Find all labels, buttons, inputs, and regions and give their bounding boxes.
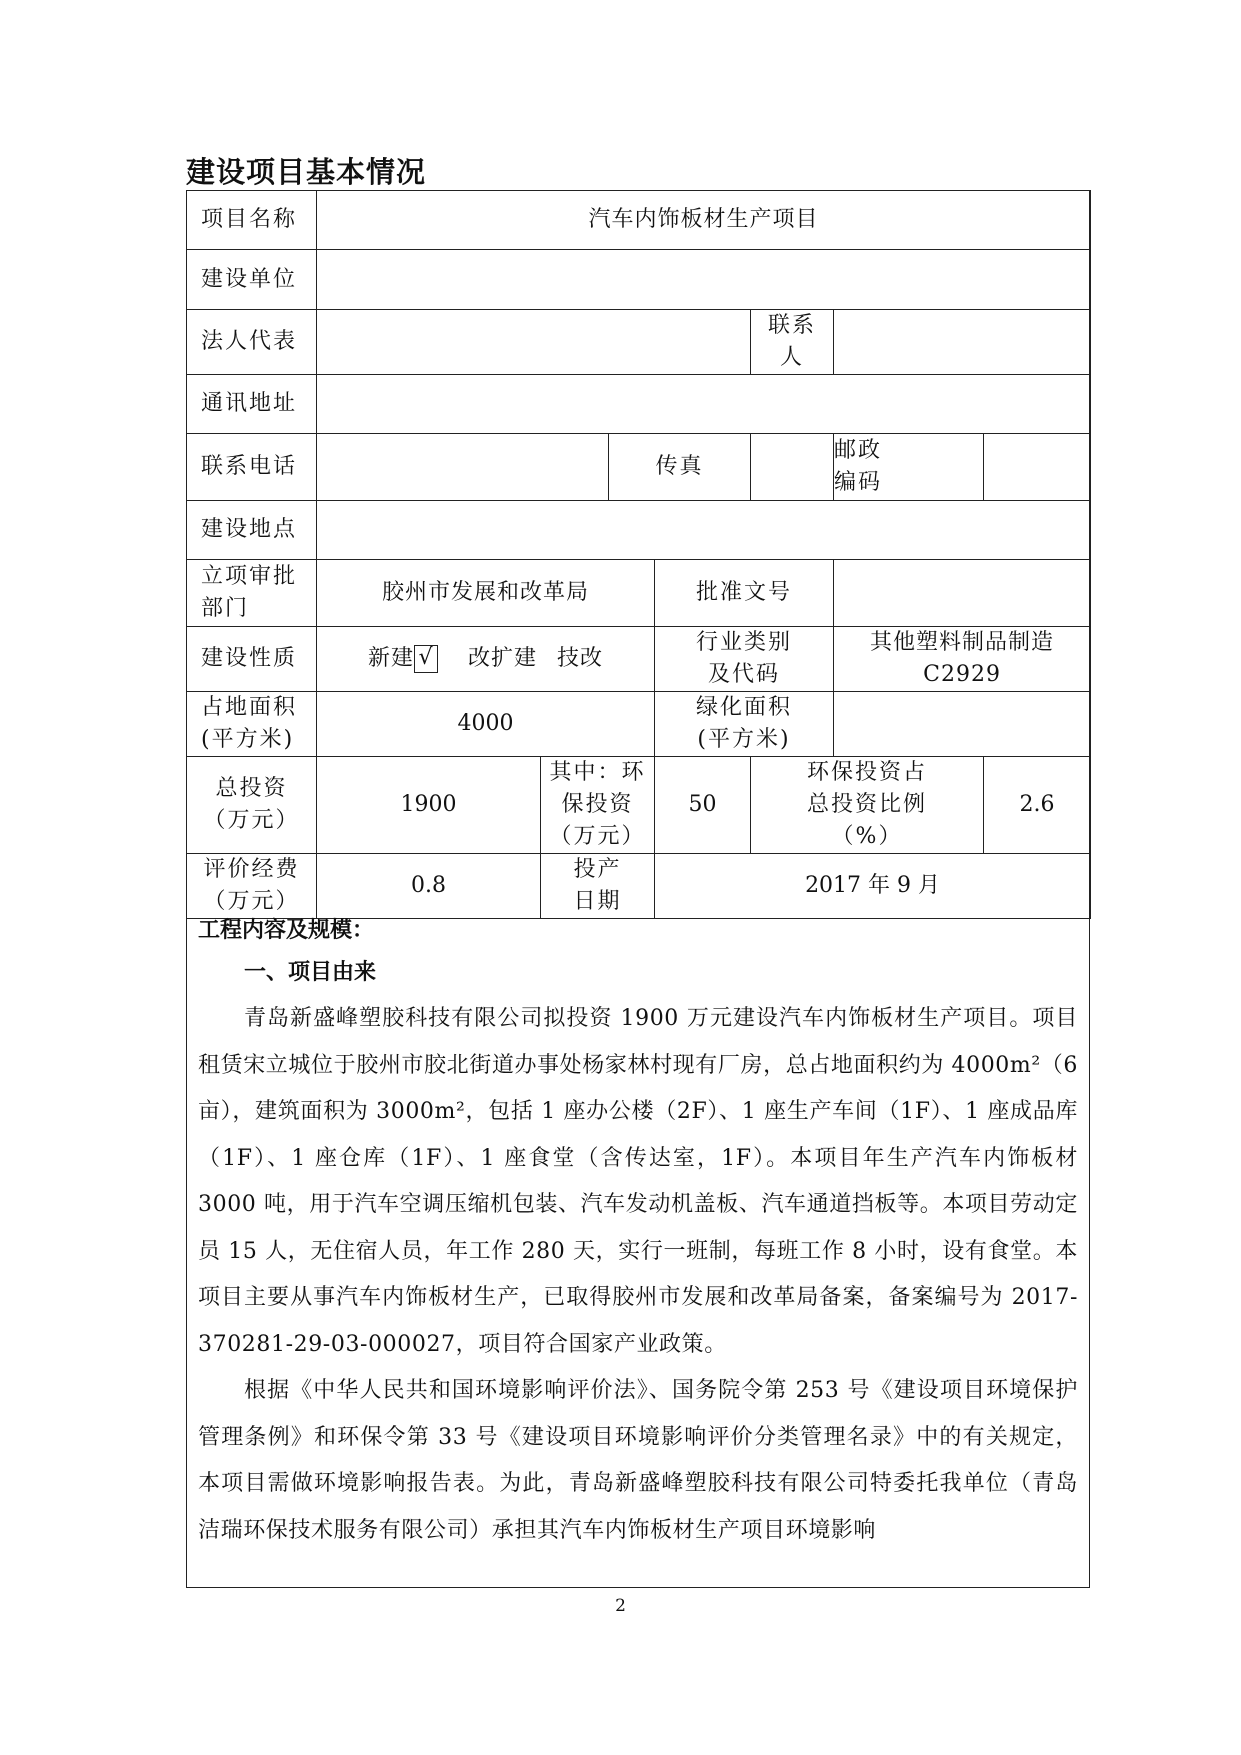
value-industry: 其他塑料制品制造 C2929 [834, 627, 1091, 692]
value-site [317, 501, 1091, 560]
label-contact: 联系人 [751, 310, 834, 375]
label-evaluation-fee-line2: （万元） [203, 889, 300, 914]
row-site [187, 501, 1091, 560]
value-approval-no [834, 560, 1091, 627]
label-approval-no: 批准文号 [655, 560, 834, 627]
label-env-ratio-line2: 总投资比例 [806, 792, 927, 817]
label-land-area-line1: 占地面积 [201, 695, 298, 720]
label-evaluation-fee [187, 854, 317, 919]
label-address: 通讯地址 [187, 375, 317, 434]
label-total-investment-line2: （万元） [203, 808, 300, 833]
label-total-investment [187, 757, 317, 854]
label-approval-dept-line1: 立项审批 [201, 564, 298, 589]
label-start-date-line1: 投产 [573, 857, 622, 882]
value-env-investment: 50 [655, 757, 751, 854]
label-legal-rep: 法人代表 [187, 310, 317, 375]
value-project-name: 汽车内饰板材生产项目 [317, 191, 1091, 250]
checkbox-new-build: √ [414, 645, 438, 673]
label-nature: 建设性质 [187, 627, 317, 692]
value-phone [317, 434, 609, 501]
row-legal-rep [187, 310, 1091, 375]
value-address [317, 375, 1091, 434]
value-postcode [984, 434, 1091, 501]
value-start-date: 2017 年 9 月 [655, 854, 1091, 919]
label-land-area-line2: (平方米) [201, 727, 295, 752]
section-title: 工程内容及规模： [198, 918, 375, 943]
label-approval-dept [187, 560, 317, 627]
paragraph-basis: 根据《中华人民共和国环境影响评价法》、国务院令第 253 号《建设项目环境保护管理条例》和环保令第 33 号《建设项目环境影响评价分类管理名录》中的有关规定，本项目需做环境影响报告表。为此，青岛新盛峰塑胶科技有限公司特委托我单位（青岛洁瑞环保技术服务有限公司）承担其汽车内饰板材生产项目环境影响 [198, 1378, 1078, 1543]
label-industry-line2: 及代码 [707, 662, 780, 687]
value-green-area [834, 692, 1091, 757]
value-contact [834, 310, 1091, 375]
option-tech-upgrade: 技改 [557, 646, 604, 671]
option-new-build: 新建 [367, 646, 414, 671]
label-phone: 联系电话 [187, 434, 317, 501]
label-env-investment-line3: （万元） [549, 824, 646, 849]
value-evaluation-fee: 0.8 [317, 854, 541, 919]
page-title: 建设项目基本情况 [186, 155, 427, 189]
value-nature [317, 627, 655, 692]
label-env-investment [541, 757, 655, 854]
value-builder [317, 250, 1091, 310]
value-env-ratio: 2.6 [984, 757, 1091, 854]
value-total-investment: 1900 [317, 757, 541, 854]
row-phone [187, 434, 1091, 501]
paragraph-origin: 青岛新盛峰塑胶科技有限公司拟投资 1900 万元建设汽车内饰板材生产项目。项目租赁宋立城位于胶州市胶北街道办事处杨家林村现有厂房，总占地面积约为 4000m²（6 亩），建筑面积为 3000m²，包括 1 座办公楼（2F）、1 座生产车间（1F）、1 座成品库（1F）、1 座仓库（1F）、1 座食堂（含传达室，1F）。本项目年生产汽车内饰板材 3000 吨，用于汽车空调压缩机包装、汽车发动机盖板、汽车通道挡板等。本项目劳动定员 15 人，无住宿人员，年工作 280 天，实行一班制，每班工作 8 小时，设有食堂。本项目主要从事汽车内饰板材生产，已取得胶州市发展和改革局备案，备案编号为 2017-370281-29-03-000027，项目符合国家产业政策。 [198, 1006, 1078, 1357]
label-env-ratio-line3: （%） [831, 824, 903, 849]
project-info-table [186, 190, 1091, 919]
label-start-date [541, 854, 655, 919]
label-postcode-line1: 邮政 [834, 438, 883, 463]
value-land-area: 4000 [317, 692, 655, 757]
value-legal-rep [317, 310, 751, 375]
label-postcode [834, 434, 984, 501]
label-env-ratio [751, 757, 984, 854]
row-address [187, 375, 1091, 434]
label-start-date-line2: 日期 [573, 889, 622, 914]
label-site: 建设地点 [187, 501, 317, 560]
label-approval-dept-line2: 部门 [201, 596, 250, 621]
row-builder [187, 250, 1091, 310]
option-expansion: 改扩建 [467, 646, 537, 671]
label-project-name: 项目名称 [187, 191, 317, 250]
subsection-title: 一、项目由来 [244, 960, 377, 985]
value-approval-dept: 胶州市发展和改革局 [317, 560, 655, 627]
project-content [198, 912, 1078, 1554]
label-postcode-line2: 编码 [834, 470, 883, 495]
label-green-area-line1: 绿化面积 [695, 695, 792, 720]
label-green-area-line2: (平方米) [697, 727, 791, 752]
row-project-name [187, 191, 1091, 250]
label-green-area [655, 692, 834, 757]
label-env-investment-line1: 其中：环 [549, 760, 646, 785]
label-env-investment-line2: 保投资 [561, 792, 634, 817]
label-env-ratio-line1: 环保投资占 [806, 760, 927, 785]
label-builder: 建设单位 [187, 250, 317, 310]
label-land-area [187, 692, 317, 757]
row-evaluation-fee [187, 854, 1091, 919]
row-nature [187, 627, 1091, 692]
label-evaluation-fee-line1: 评价经费 [203, 857, 300, 882]
label-total-investment-line1: 总投资 [215, 776, 288, 801]
page-number: 2 [615, 1596, 626, 1616]
label-fax: 传真 [609, 434, 751, 501]
row-land-area [187, 692, 1091, 757]
value-fax [751, 434, 834, 501]
row-approval-dept [187, 560, 1091, 627]
label-industry-line1: 行业类别 [695, 630, 792, 655]
row-investment [187, 757, 1091, 854]
label-industry [655, 627, 834, 692]
